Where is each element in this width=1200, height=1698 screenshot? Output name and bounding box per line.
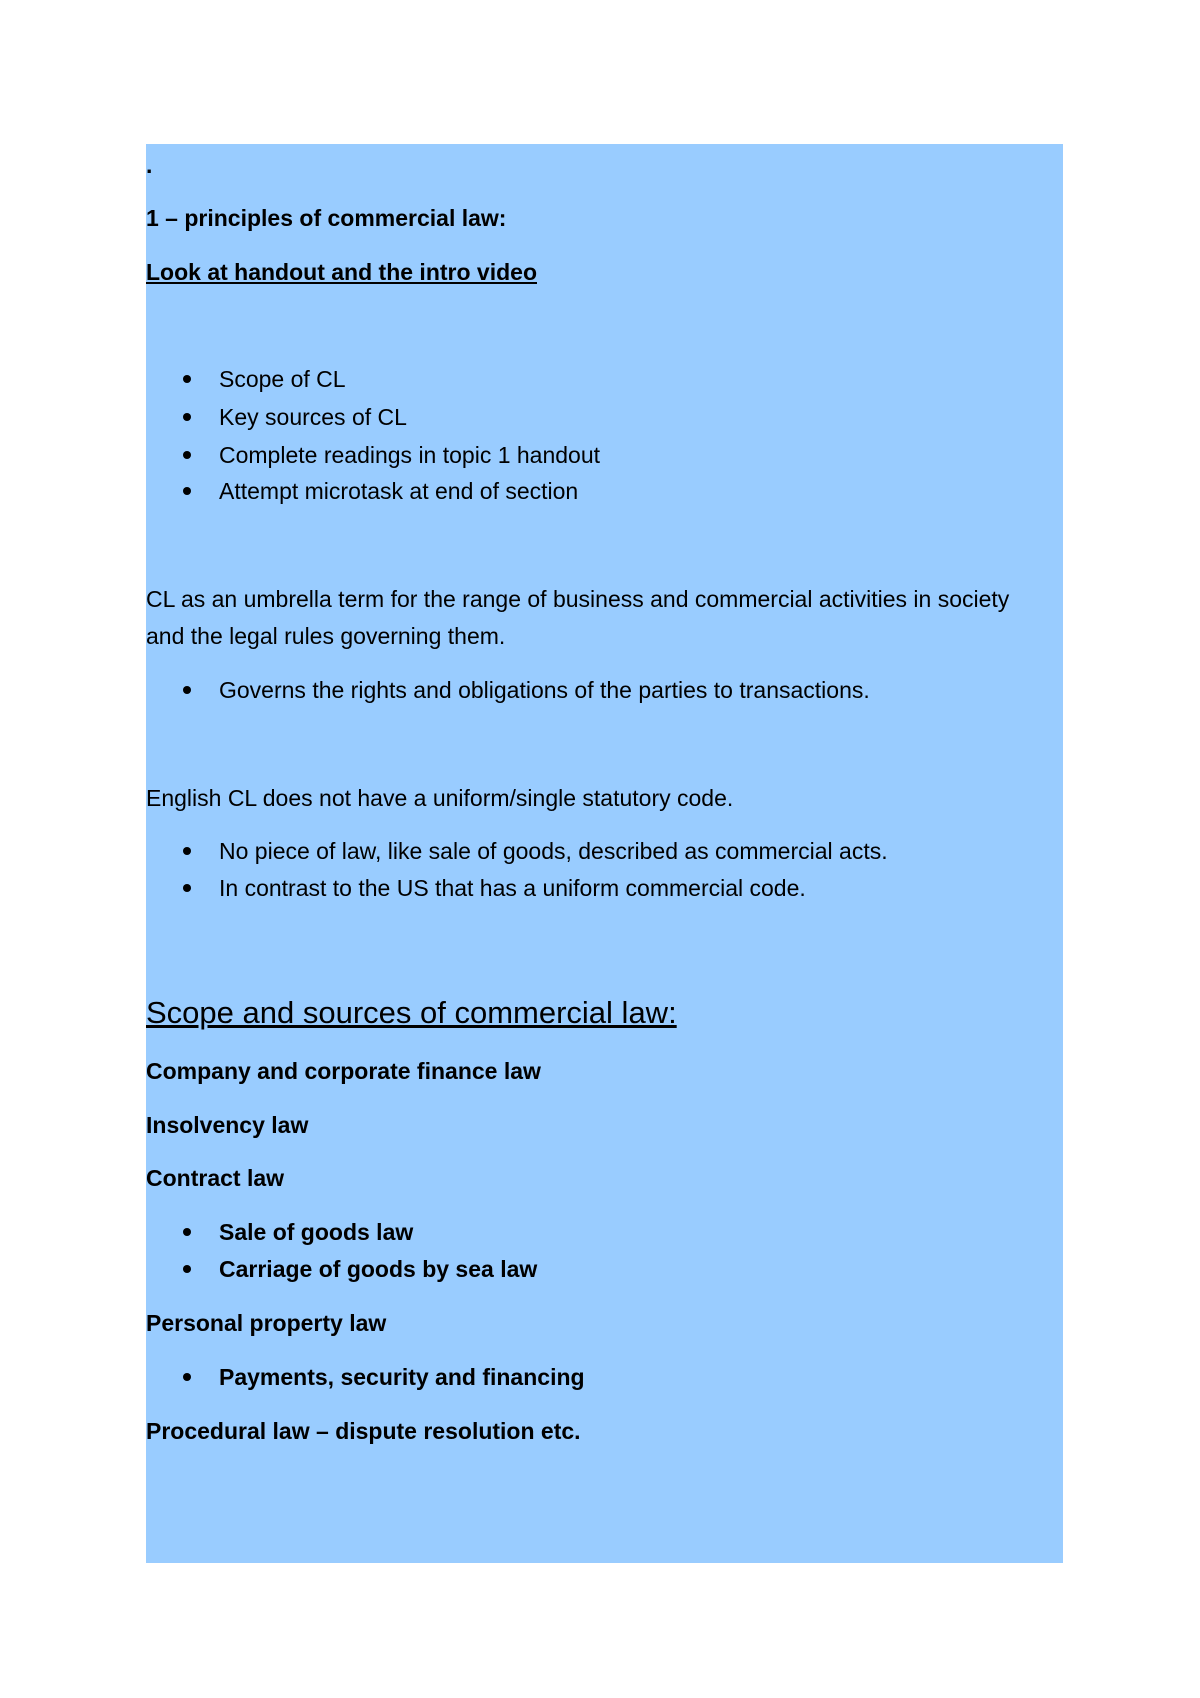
property-point-text: Payments, security and financing — [219, 1364, 585, 1390]
bullet-icon — [183, 487, 191, 495]
contract-point — [183, 1217, 413, 1247]
marker-dot: . — [146, 152, 153, 178]
bullet-icon — [183, 413, 191, 421]
bullet-icon — [183, 686, 191, 694]
bullet-icon — [183, 375, 191, 383]
bullet-icon — [183, 1373, 191, 1381]
bullet-icon — [183, 1228, 191, 1236]
scope-heading: Scope and sources of commercial law: — [146, 995, 677, 1030]
umbrella-paragraph: CL as an umbrella term for the range of business and commercial activities in society and the legal rules governing them. — [146, 586, 1010, 649]
task-item — [183, 364, 346, 394]
code-paragraph: English CL does not have a uniform/single statutory code. — [146, 785, 734, 811]
contract-point-text: Sale of goods law — [219, 1219, 414, 1245]
code-point — [183, 873, 806, 903]
task-text: Key sources of CL — [219, 404, 407, 430]
task-text: Complete readings in topic 1 handout — [219, 442, 601, 468]
instruction-line: Look at handout and the intro video — [146, 259, 537, 285]
bullet-icon — [183, 451, 191, 459]
task-item — [183, 402, 407, 432]
task-text: Attempt microtask at end of section — [219, 478, 579, 504]
umbrella-point-text: Governs the rights and obligations of the parties to transactions. — [219, 677, 870, 703]
bullet-icon — [183, 847, 191, 855]
bullet-icon — [183, 884, 191, 892]
umbrella-point — [183, 675, 870, 705]
scope-item-insolvency: Insolvency law — [146, 1112, 309, 1138]
task-text: Scope of CL — [219, 366, 346, 392]
scope-item-procedural: Procedural law – dispute resolution etc. — [146, 1418, 581, 1444]
contract-point — [183, 1254, 537, 1284]
scope-item-company: Company and corporate finance law — [146, 1058, 541, 1084]
contract-point-text: Carriage of goods by sea law — [219, 1256, 538, 1282]
bullet-icon — [183, 1265, 191, 1273]
property-point — [183, 1362, 585, 1392]
scope-item-contract: Contract law — [146, 1165, 285, 1191]
topic-title: 1 – principles of commercial law: — [146, 205, 507, 231]
code-point-text: No piece of law, like sale of goods, described as commercial acts. — [219, 838, 888, 864]
task-item — [183, 440, 600, 470]
code-point-text: In contrast to the US that has a uniform commercial code. — [219, 875, 806, 901]
scope-item-property: Personal property law — [146, 1310, 387, 1336]
task-item — [183, 476, 578, 506]
code-point — [183, 836, 888, 866]
